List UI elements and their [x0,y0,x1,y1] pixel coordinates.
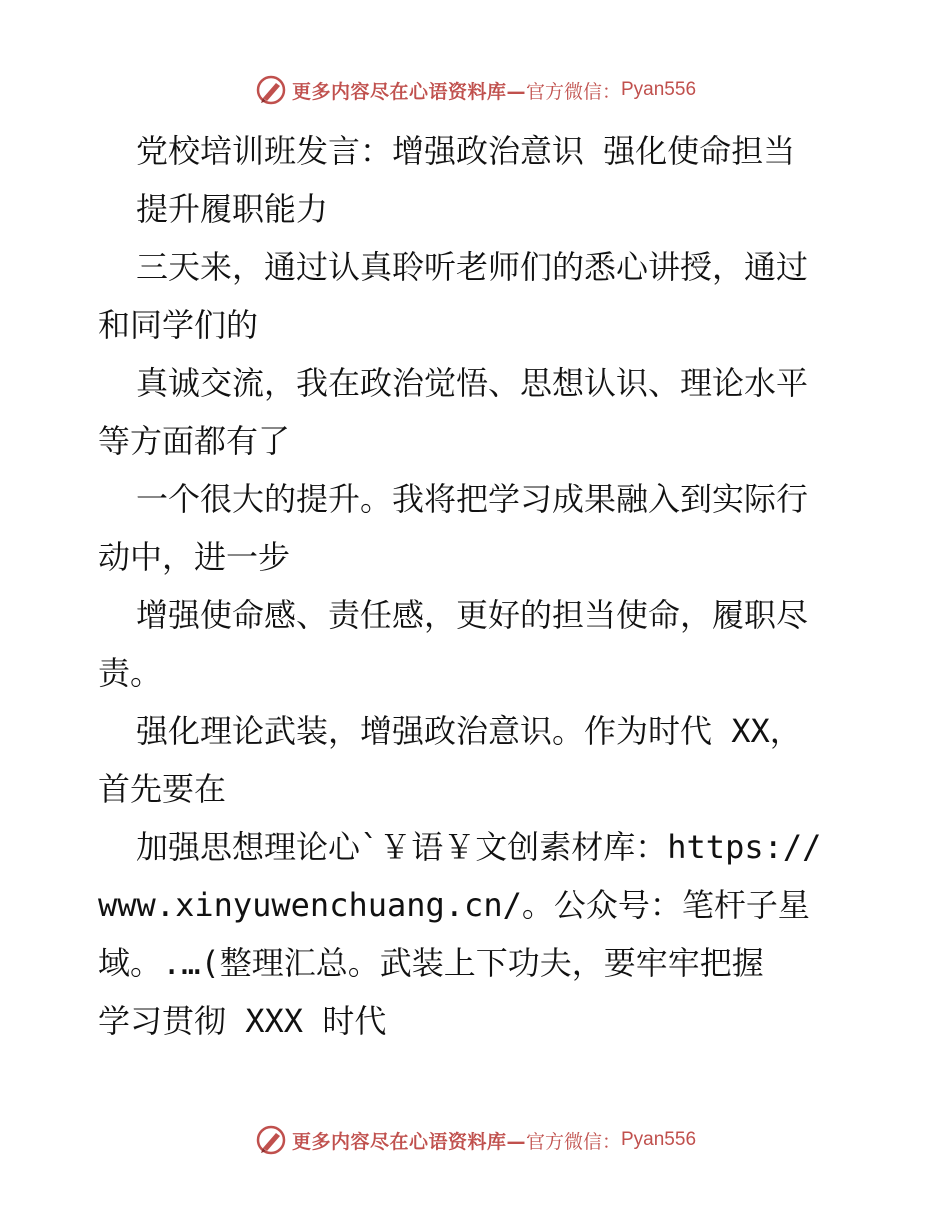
text-line-3: 三天来，通过认真聆听老师们的悉心讲授，通过 [136,248,809,286]
pen-logo-icon [254,73,288,107]
watermark-wechat-id: Pyan556 [621,1129,697,1150]
document-body [98,122,858,1050]
watermark-left-text: 更多内容尽在心语资料库— [291,80,526,103]
watermark-right-text: 官方微信： [525,1130,621,1153]
header-watermark [0,70,950,110]
text-line-6: 等方面都有了 [98,422,291,460]
footer-watermark [0,1120,950,1160]
text-line-1: 党校培训班发言：增强政治意识 强化使命担当 [136,132,796,170]
text-line-13: 加强思想理论心`￥语￥文创素材库：https:// [136,828,822,866]
text-line-12: 首先要在 [98,770,227,808]
text-line-8: 动中，进一步 [98,538,291,576]
text-line-4: 和同学们的 [98,306,259,344]
text-line-16: 学习贯彻 XXX 时代 [98,1002,387,1040]
text-line-2: 提升履职能力 [136,190,329,228]
text-line-11: 强化理论武装，增强政治意识。作为时代 XX， [136,712,802,750]
text-line-9: 增强使命感、责任感，更好的担当使命，履职尽 [136,596,809,634]
watermark-right-text: 官方微信： [525,80,621,103]
text-line-14: www.xinyuwenchuang.cn/。公众号：笔杆子星 [98,886,810,924]
text-line-15: 域。.…(整理汇总。武装上下功夫，要牢牢把握 [98,944,764,982]
text-line-7: 一个很大的提升。我将把学习成果融入到实际行 [136,480,809,518]
watermark-wechat-id: Pyan556 [621,79,697,100]
text-line-5: 真诚交流，我在政治觉悟、思想认识、理论水平 [136,364,809,402]
text-line-10: 责。 [98,654,163,692]
watermark-left-text: 更多内容尽在心语资料库— [291,1130,526,1153]
pen-logo-icon [254,1123,288,1157]
